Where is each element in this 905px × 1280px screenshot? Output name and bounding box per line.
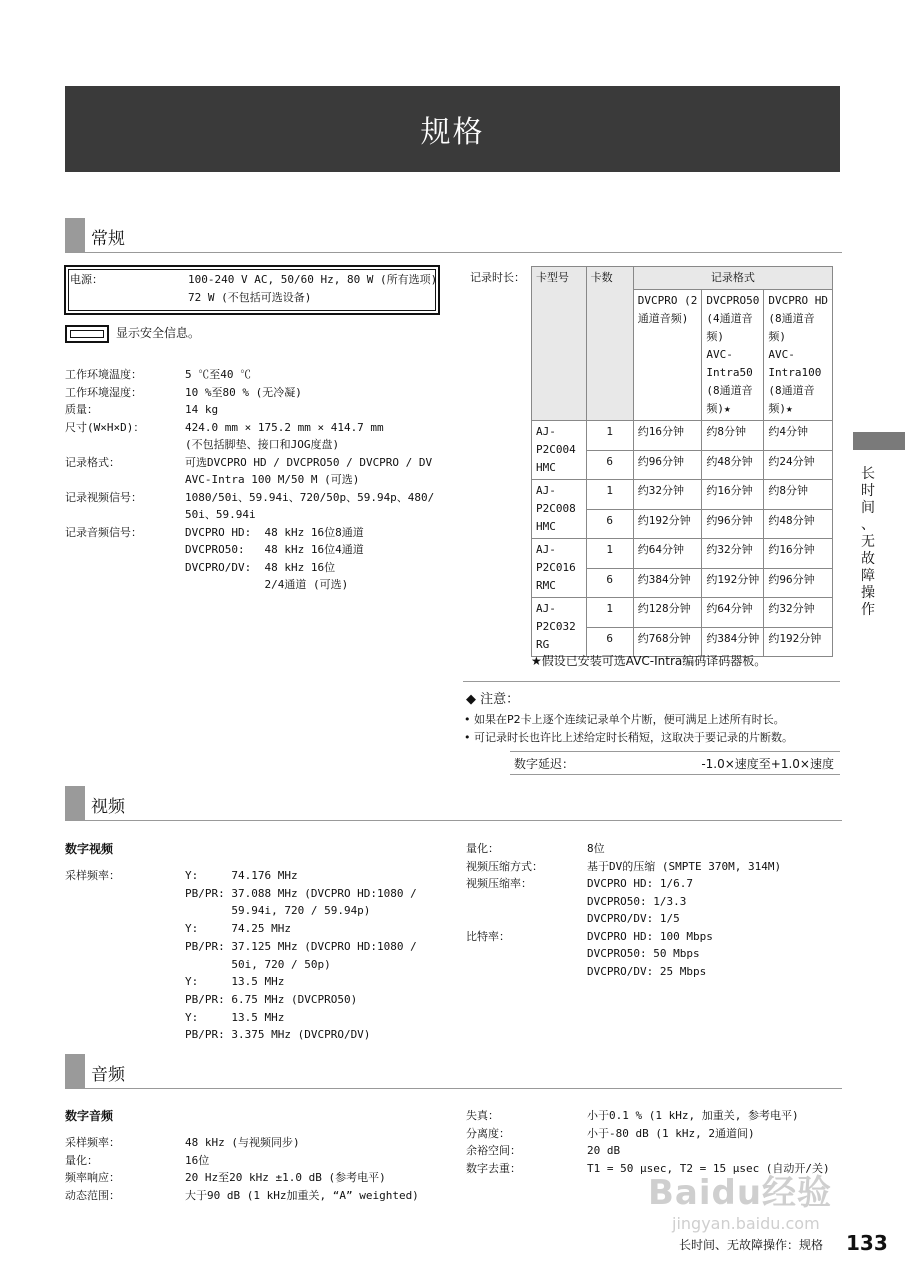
table-cell: 1 [586, 480, 633, 510]
spec-value: 10 %至80 % (无冷凝) [185, 385, 302, 399]
table-row [532, 598, 833, 628]
spec-value: DVCPRO HD: 100 Mbps [587, 929, 713, 943]
spec-value: 大于90 dB (1 kHz加重关, “A” weighted) [185, 1188, 419, 1202]
section-title: 音频 [91, 1065, 125, 1085]
table-cell: 约384分钟 [633, 568, 702, 598]
power-box [64, 265, 440, 315]
safety-note: 显示安全信息。 [116, 326, 201, 340]
sampling-line: PB/PR: 37.125 MHz (DVCPRO HD:1080 / [185, 939, 417, 953]
table-cell: 约32分钟 [764, 598, 833, 628]
power-line-1: 100-240 V AC, 50/60 Hz, 80 W (所有选项) [188, 273, 438, 286]
table-model-cell: AJ- P2C016 RMC [532, 539, 587, 598]
table-cell: 约128分钟 [633, 598, 702, 628]
spec-value: DVCPRO50: 1/3.3 [587, 894, 687, 908]
spec-label: 尺寸(W×H×D)： [65, 420, 145, 434]
table-cell: 1 [586, 598, 633, 628]
table-cell: 1 [586, 421, 633, 451]
spec-value: (不包括脚垫、接口和JOG度盘) [185, 438, 340, 451]
rec-time-table [531, 266, 833, 657]
table-cell: 约64分钟 [702, 598, 764, 628]
table-cell: 约4分钟 [764, 421, 833, 451]
sampling-line: 59.94i, 720 / 59.94p) [185, 904, 371, 918]
spec-value: 50i、59.94i [185, 508, 256, 521]
spec-value: DVCPRO/DV: 1/5 [587, 912, 680, 925]
spec-value: 20 dB [587, 1144, 621, 1157]
spec-label: 量化： [466, 842, 499, 855]
spec-label: 工作环境湿度： [65, 385, 142, 399]
table-format-cell: DVCPRO50 (4通道音 频) AVC- Intra50 (8通道音 频)★ [702, 290, 764, 421]
table-format-cell: DVCPRO (2 通道音频) [633, 290, 702, 421]
spec-label: 视频压缩率： [466, 877, 532, 890]
sampling-line: PB/PR: 3.375 MHz (DVCPRO/DV) [185, 1028, 371, 1042]
spec-label: 记录视频信号： [65, 490, 142, 504]
sampling-line: 50i, 720 / 50p) [185, 957, 331, 971]
section-marker [65, 218, 85, 252]
digital-delay-label: 数字延迟： [514, 757, 575, 771]
page-title: 规格 [65, 86, 840, 172]
table-cell: 6 [586, 568, 633, 598]
table-cell: 约384分钟 [702, 627, 764, 657]
table-cell: 约96分钟 [702, 509, 764, 539]
table-row [532, 480, 833, 510]
spec-value: DVCPRO50: 48 kHz 16位4通道 [185, 543, 364, 556]
table-cell: 6 [586, 627, 633, 657]
watermark-brand: Baidu经验 [648, 1173, 833, 1213]
spec-value: DVCPRO HD: 1/6.7 [587, 877, 693, 890]
page-number: 133 [846, 1231, 888, 1255]
table-cell: 约16分钟 [702, 480, 764, 510]
spec-label: 量化： [65, 1153, 98, 1167]
spec-label: 视频压缩方式： [466, 859, 543, 873]
section-header-general [65, 218, 842, 253]
table-header-cell: 卡数 [586, 267, 633, 421]
digital-delay-value: -1.0×速度至+1.0×速度 [701, 757, 834, 771]
watermark-url: jingyan.baidu.com [672, 1214, 820, 1233]
table-cell: 约8分钟 [764, 480, 833, 510]
table-cell: 约192分钟 [633, 509, 702, 539]
spec-value: DVCPRO HD: 48 kHz 16位8通道 [185, 525, 364, 539]
sampling-line: PB/PR: 37.088 MHz (DVCPRO HD:1080 / [185, 886, 417, 900]
rec-time-label: 记录时长： [470, 271, 525, 284]
spec-label: 分离度： [466, 1126, 510, 1140]
sampling-line: Y: 13.5 MHz [185, 975, 285, 989]
table-cell: 约32分钟 [702, 539, 764, 569]
spec-value: DVCPRO50: 50 Mbps [587, 947, 700, 960]
notes-title: ◆ 注意： [466, 692, 520, 707]
spec-label: 比特率： [466, 929, 510, 943]
spec-value: 16位 [185, 1153, 210, 1167]
table-cell: 1 [586, 539, 633, 569]
table-cell: 约16分钟 [764, 539, 833, 569]
sampling-line: Y: 74.176 MHz [185, 869, 298, 882]
table-cell: 约48分钟 [764, 509, 833, 539]
spec-label: 记录格式： [65, 455, 120, 469]
side-tab-marker [853, 432, 905, 450]
spec-value: 可选DVCPRO HD / DVCPRO50 / DVCPRO / DV [185, 455, 433, 469]
power-line-2: 72 W (不包括可选设备) [188, 291, 312, 304]
spec-value: 2/4通道 (可选) [185, 578, 349, 591]
spec-value: DVCPRO/DV: 25 Mbps [587, 964, 707, 978]
rec-time-footnote: ★假设已安装可选AVC-Intra编码译码器板。 [531, 654, 767, 668]
table-cell: 6 [586, 509, 633, 539]
spec-value: 14 kg [185, 403, 219, 416]
spec-value: 小于-80 dB (1 kHz, 2通道间) [587, 1126, 755, 1140]
table-row [532, 421, 833, 451]
table-cell: 约768分钟 [633, 627, 702, 657]
spec-value: 48 kHz (与视频同步) [185, 1136, 300, 1149]
spec-value: 1080/50i、59.94i、720/50p、59.94p、480/ [185, 490, 435, 504]
sampling-line: PB/PR: 6.75 MHz (DVCPRO50) [185, 992, 358, 1006]
spec-value: 8位 [587, 842, 605, 855]
spec-value: 424.0 mm × 175.2 mm × 414.7 mm [185, 420, 384, 434]
table-header-cell: 卡型号 [532, 267, 587, 421]
spec-value: DVCPRO/DV: 48 kHz 16位 [185, 560, 336, 574]
table-cell: 约96分钟 [633, 450, 702, 480]
table-row [532, 539, 833, 569]
spec-value: 20 Hz至20 kHz ±1.0 dB (参考电平) [185, 1171, 386, 1184]
table-model-cell: AJ- P2C032 RG [532, 598, 587, 657]
table-model-cell: AJ- P2C004 HMC [532, 421, 587, 480]
video-sampling-label: 采样频率： [65, 869, 120, 882]
note-item: • 如果在P2卡上逐个连续记录单个片断，便可满足上述所有时长。 [464, 713, 785, 726]
table-cell: 约8分钟 [702, 421, 764, 451]
section-title: 常规 [91, 229, 125, 249]
section-header-video [65, 786, 842, 821]
table-cell: 约96分钟 [764, 568, 833, 598]
spec-label: 失真： [466, 1109, 499, 1122]
notes-divider [463, 681, 840, 682]
table-cell: 约24分钟 [764, 450, 833, 480]
spec-label: 数字去重： [466, 1161, 521, 1175]
spec-value: 5 ℃至40 ℃ [185, 368, 252, 381]
side-tab-label: 长 时 间 、 无 故 障 操 作 [861, 466, 875, 618]
spec-label: 工作环境温度： [65, 368, 142, 381]
table-format-cell: DVCPRO HD (8通道音 频) AVC- Intra100 (8通道音 频)★ [764, 290, 833, 421]
table-cell: 约192分钟 [764, 627, 833, 657]
rec-time-table-wrap [531, 266, 833, 657]
power-label: 电源： [70, 273, 103, 286]
table-model-cell: AJ- P2C008 HMC [532, 480, 587, 539]
table-cell: 约16分钟 [633, 421, 702, 451]
note-item: • 可记录时长也许比上述给定时长稍短，这取决于要记录的片断数。 [464, 731, 793, 744]
spec-value: AVC-Intra 100 M/50 M (可选) [185, 473, 360, 486]
footer-text: 长时间、无故障操作：规格 [679, 1238, 824, 1252]
table-cell: 约192分钟 [702, 568, 764, 598]
spec-label: 采样频率： [65, 1136, 120, 1149]
table-cell: 约32分钟 [633, 480, 702, 510]
spec-value: 小于0.1 % (1 kHz, 加重关, 参考电平) [587, 1109, 799, 1122]
section-marker [65, 786, 85, 820]
table-cell: 6 [586, 450, 633, 480]
spec-label: 余裕空间： [466, 1144, 521, 1157]
table-cell: 约48分钟 [702, 450, 764, 480]
video-subhead: 数字视频 [65, 842, 114, 856]
section-title: 视频 [91, 797, 125, 817]
spec-label: 频率响应： [65, 1171, 120, 1184]
table-header-cell: 记录格式 [633, 267, 832, 290]
section-marker [65, 1054, 85, 1088]
spec-label: 动态范围： [65, 1188, 120, 1202]
spec-label: 记录音频信号： [65, 525, 142, 539]
sampling-line: Y: 13.5 MHz [185, 1010, 285, 1024]
spec-value: T1 = 50 μsec, T2 = 15 μsec (自动开/关) [587, 1161, 830, 1175]
spec-label: 质量： [65, 403, 98, 416]
spec-value: 基于DV的压缩 (SMPTE 370M, 314M) [587, 859, 782, 873]
digital-delay-row [510, 751, 840, 775]
safety-symbol-icon [65, 325, 109, 343]
sampling-line: Y: 74.25 MHz [185, 922, 291, 936]
section-header-audio [65, 1054, 842, 1089]
audio-subhead: 数字音频 [65, 1109, 114, 1123]
table-cell: 约64分钟 [633, 539, 702, 569]
